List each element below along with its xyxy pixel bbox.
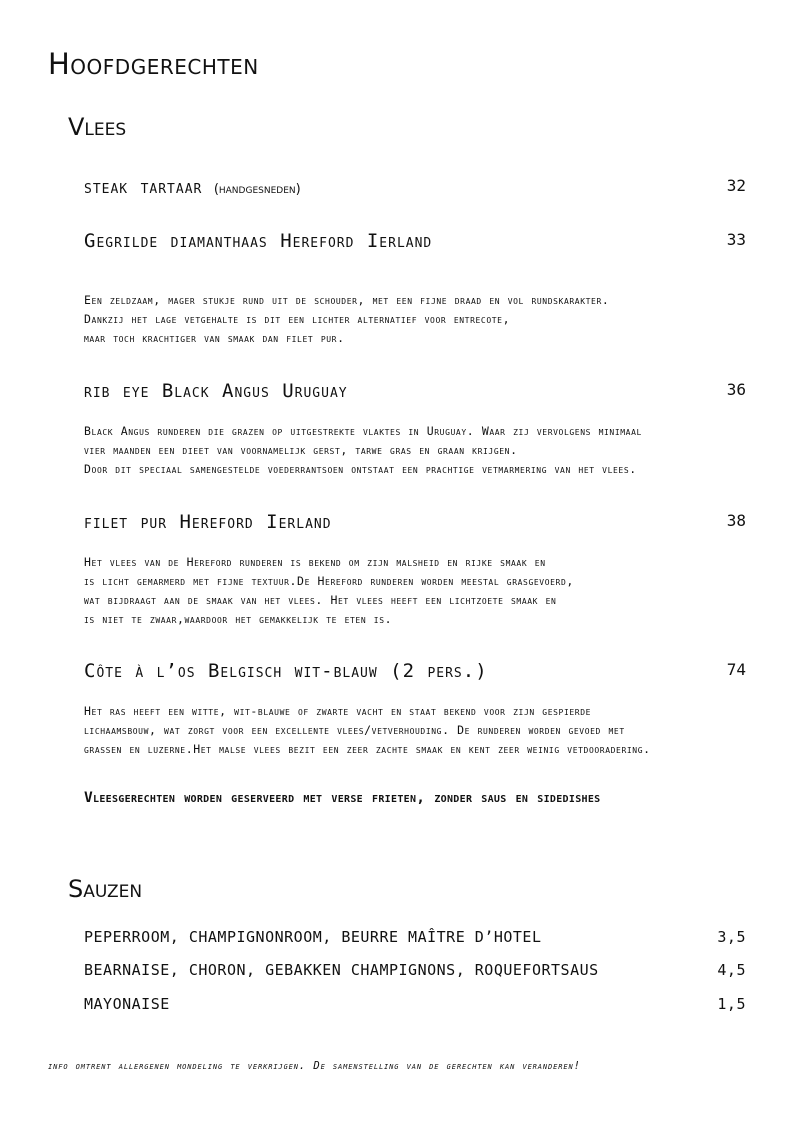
sauce-row — [84, 995, 746, 1013]
dish-description — [84, 702, 651, 759]
desc-line: maar toch krachtiger van smaak dan filet pur. — [84, 331, 345, 345]
sauce-price: 1,5 — [717, 995, 746, 1013]
desc-line: Dankzij het lage vetgehalte is dit een lichter alternatief voor entrecote, — [84, 312, 511, 326]
desc-line: Door dit speciaal samengestelde voederrantsoen ontstaat een prachtige vetmarmering van het vlees. — [84, 462, 637, 476]
dish-price: 38 — [726, 511, 746, 530]
section-title-sauzen: Sauzen — [68, 875, 143, 903]
dish-name: steak tartaar — [84, 176, 203, 198]
allergen-footer: info omtrent allergenen mondeling te verkrijgen. De samenstelling van de gerechten kan veranderen! — [48, 1060, 581, 1072]
vlees-note: Vleesgerechten worden geserveerd met verse frieten, zonder saus en sidedishes — [84, 790, 601, 806]
desc-line: vier maanden een dieet van voornamelijk gerst, tarwe gras en graan krijgen. — [84, 443, 518, 457]
desc-line: is licht gemarmerd met fijne textuur.De Hereford runderen worden meestal grasgevoerd, — [84, 574, 574, 588]
dish-name: Gegrilde diamanthaas Hereford Ierland — [84, 230, 433, 252]
desc-line: grassen en luzerne.Het malse vlees bezit een zeer zachte smaak en kent zeer weinig vetdooradering. — [84, 742, 651, 756]
desc-line: lichaamsbouw, wat zorgt voor een excellente vlees/vetverhouding. De runderen worden gevoed met — [84, 723, 625, 737]
dish-steak-tartaar — [84, 176, 746, 198]
sauce-name: MAYONAISE — [84, 995, 170, 1013]
sauce-row — [84, 961, 746, 979]
sauce-name: BEARNAISE, CHORON, GEBAKKEN CHAMPIGNONS, ROQUEFORTSAUS — [84, 961, 599, 979]
dish-note: (handgesneden) — [213, 182, 301, 197]
dish-name: filet pur Hereford Ierland — [84, 511, 332, 533]
dish-cote-a-los — [84, 660, 746, 682]
desc-line: wat bijdraagt aan de smaak van het vlees. Het vlees heeft een lichtzoete smaak en — [84, 593, 557, 607]
desc-line: Het vlees van de Hereford runderen is bekend om zijn malsheid en rijke smaak en — [84, 555, 546, 569]
sauce-row — [84, 928, 746, 946]
dish-price: 32 — [726, 176, 746, 195]
desc-line: Het ras heeft een witte, wit-blauwe of zwarte vacht en staat bekend voor zijn gespierde — [84, 704, 592, 718]
page-title: Hoofdgerechten — [48, 47, 259, 81]
dish-price: 33 — [726, 230, 746, 249]
dish-description — [84, 553, 574, 629]
dish-description — [84, 422, 642, 479]
dish-price: 74 — [726, 660, 746, 679]
dish-diamanthaas — [84, 230, 746, 252]
dish-price: 36 — [726, 380, 746, 399]
desc-line: Een zeldzaam, mager stukje rund uit de schouder, met een fijne draad en vol rundskarakter. — [84, 293, 610, 307]
dish-filet-pur — [84, 511, 746, 533]
desc-line: Black Angus runderen die grazen op uitgestrekte vlaktes in Uruguay. Waar zij vervolgens minimaal — [84, 424, 642, 438]
dish-name: rib eye Black Angus Uruguay — [84, 380, 348, 402]
desc-line: is niet te zwaar,waardoor het gemakkelijk te eten is. — [84, 612, 393, 626]
dish-description — [84, 291, 609, 348]
sauce-price: 3,5 — [717, 928, 746, 946]
dish-name: Côte à l’os Belgisch wit-blauw (2 pers.) — [84, 660, 488, 682]
sauce-price: 4,5 — [717, 961, 746, 979]
section-title-vlees: Vlees — [68, 113, 127, 141]
sauce-name: PEPERROOM, CHAMPIGNONROOM, BEURRE MAÎTRE D’HOTEL — [84, 928, 542, 946]
dish-rib-eye — [84, 380, 746, 402]
